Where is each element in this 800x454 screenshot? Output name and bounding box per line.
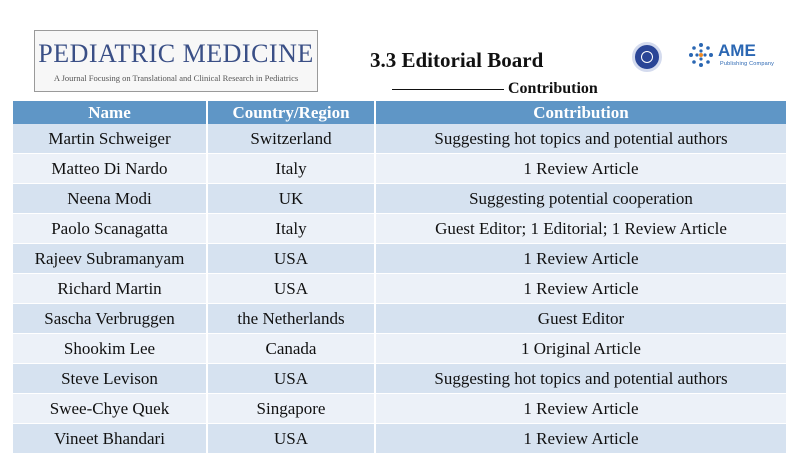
cell-country: USA bbox=[207, 244, 375, 274]
cell-contribution: Guest Editor bbox=[375, 304, 786, 334]
cell-name: Vineet Bhandari bbox=[13, 424, 207, 454]
table-row bbox=[13, 214, 786, 244]
journal-logo bbox=[34, 30, 318, 92]
cell-contribution: 1 Review Article bbox=[375, 244, 786, 274]
cell-name: Steve Levison bbox=[13, 364, 207, 394]
subheading-label: Contribution bbox=[508, 80, 598, 97]
subheading bbox=[392, 80, 598, 98]
cell-country: UK bbox=[207, 184, 375, 214]
cell-country: the Netherlands bbox=[207, 304, 375, 334]
cell-contribution: Suggesting potential cooperation bbox=[375, 184, 786, 214]
cell-contribution: 1 Review Article bbox=[375, 274, 786, 304]
subheading-rule bbox=[392, 89, 504, 90]
table-header-row bbox=[13, 101, 786, 124]
table-row bbox=[13, 244, 786, 274]
table-row bbox=[13, 394, 786, 424]
journal-tagline: A Journal Focusing on Translational and Clinical Research in Pediatrics bbox=[53, 73, 299, 83]
publisher-subtitle: Publishing Company bbox=[720, 61, 775, 67]
cell-name: Martin Schweiger bbox=[13, 124, 207, 154]
journal-name: PEDIATRIC MEDICINE bbox=[38, 39, 314, 68]
cell-contribution: 1 Original Article bbox=[375, 334, 786, 364]
cell-name: Matteo Di Nardo bbox=[13, 154, 207, 184]
university-seal-icon bbox=[632, 42, 662, 72]
ame-logo-icon bbox=[688, 42, 714, 68]
header-name: Name bbox=[13, 101, 207, 124]
table-row bbox=[13, 274, 786, 304]
cell-contribution: 1 Review Article bbox=[375, 394, 786, 424]
editorial-board-table bbox=[13, 101, 786, 454]
cell-country: Italy bbox=[207, 214, 375, 244]
table-row bbox=[13, 154, 786, 184]
cell-name: Swee-Chye Quek bbox=[13, 394, 207, 424]
table-row bbox=[13, 364, 786, 394]
slide-title: 3.3 Editorial Board bbox=[370, 48, 544, 72]
cell-name: Neena Modi bbox=[13, 184, 207, 214]
cell-country: USA bbox=[207, 364, 375, 394]
cell-contribution: Guest Editor; 1 Editorial; 1 Review Article bbox=[375, 214, 786, 244]
header-country: Country/Region bbox=[207, 101, 375, 124]
cell-country: USA bbox=[207, 274, 375, 304]
cell-country: Switzerland bbox=[207, 124, 375, 154]
cell-country: Canada bbox=[207, 334, 375, 364]
table-row bbox=[13, 184, 786, 214]
cell-name: Richard Martin bbox=[13, 274, 207, 304]
cell-contribution: 1 Review Article bbox=[375, 154, 786, 184]
cell-contribution: Suggesting hot topics and potential authors bbox=[375, 364, 786, 394]
table-row bbox=[13, 424, 786, 454]
cell-country: USA bbox=[207, 424, 375, 454]
table-row bbox=[13, 334, 786, 364]
cell-contribution: Suggesting hot topics and potential authors bbox=[375, 124, 786, 154]
cell-name: Rajeev Subramanyam bbox=[13, 244, 207, 274]
cell-country: Italy bbox=[207, 154, 375, 184]
cell-country: Singapore bbox=[207, 394, 375, 424]
header-contribution: Contribution bbox=[375, 101, 786, 124]
cell-contribution: 1 Review Article bbox=[375, 424, 786, 454]
table-row bbox=[13, 124, 786, 154]
cell-name: Sascha Verbruggen bbox=[13, 304, 207, 334]
cell-name: Shookim Lee bbox=[13, 334, 207, 364]
table-row bbox=[13, 304, 786, 334]
publisher-name: AME bbox=[718, 41, 756, 60]
cell-name: Paolo Scanagatta bbox=[13, 214, 207, 244]
